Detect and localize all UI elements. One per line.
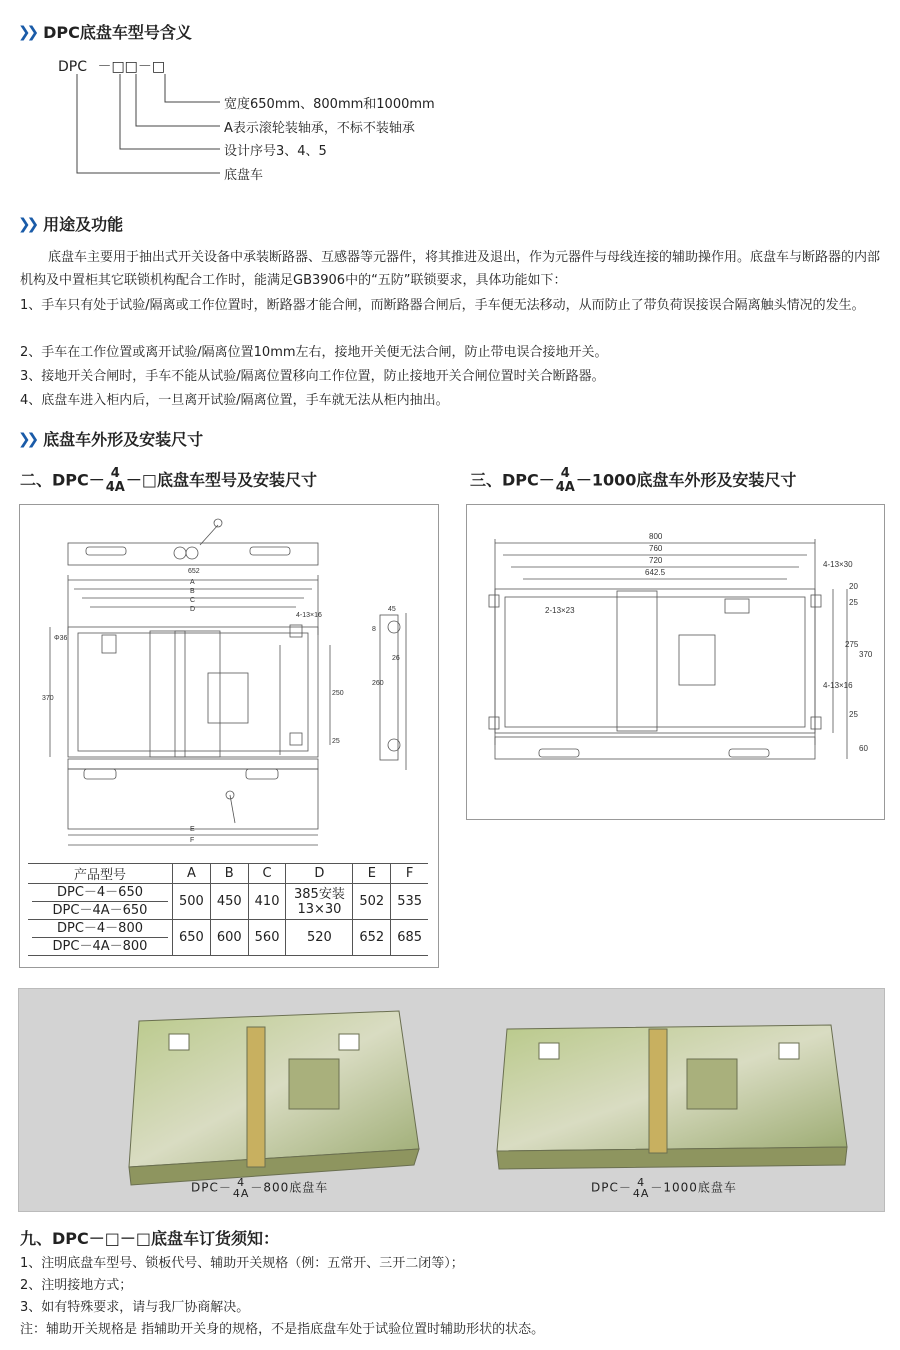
photo-caption-800: DPC－ 4 4A －800底盘车	[191, 1176, 329, 1200]
function-item: 3、接地开关合闸时，手车不能从试验/隔离位置移向工作位置，防止接地开关合闸位置时关合断路器。	[20, 369, 605, 384]
section-usage-heading	[18, 212, 123, 235]
double-chevron-icon: ❯❯	[18, 214, 36, 233]
svg-text:25: 25	[849, 598, 858, 607]
ordering-note: 2、注明接地方式；	[20, 1278, 133, 1293]
model-code-suffix: －□□－□	[97, 59, 166, 75]
svg-text:250: 250	[332, 690, 344, 697]
section-title: 用途及功能	[43, 215, 124, 234]
ordering-note: 1、注明底盘车型号、锁板代号、辅助开关规格（例：五常开、三开二闭等）；	[20, 1256, 464, 1271]
svg-text:652: 652	[188, 568, 200, 575]
double-chevron-icon: ❯❯	[18, 22, 36, 41]
svg-text:8: 8	[372, 626, 376, 633]
chassis-technical-drawing-left	[20, 505, 438, 855]
legend-chassis: 底盘车	[224, 168, 264, 183]
function-item: 1、手车只有处于试验/隔离或工作位置时，断路器才能合闸，而断路器合闸后，手车便无法移动，从而防止了带负荷误接误合隔离触头情况的发生。	[20, 298, 865, 313]
svg-text:370: 370	[42, 695, 54, 702]
svg-text:2-13×23: 2-13×23	[545, 606, 575, 615]
legend-design-no: 设计序号3、4、5	[224, 144, 327, 159]
model-code-prefix: DPC	[58, 59, 87, 75]
svg-text:642.5: 642.5	[645, 568, 666, 577]
svg-text:25: 25	[849, 710, 858, 719]
section-title: DPC底盘车型号含义	[43, 23, 192, 42]
right-drawing-box	[466, 504, 885, 820]
svg-text:20: 20	[849, 582, 858, 591]
double-chevron-icon: ❯❯	[18, 429, 36, 448]
section-dimensions-heading	[18, 427, 203, 450]
svg-text:4-13×30: 4-13×30	[823, 560, 853, 569]
svg-text:25: 25	[332, 738, 340, 745]
function-item: 2、手车在工作位置或离开试验/隔离位置10mm左右，接地开关便无法合闸，防止带电误合接地开关。	[20, 345, 608, 360]
table-row: DPC－4－650 DPC－4A－650 500 450 410 385安装 13×30 502 535	[28, 884, 428, 920]
chassis-photo-1000	[497, 1025, 847, 1169]
svg-text:760: 760	[649, 544, 663, 553]
chassis-photo-800	[129, 1011, 419, 1185]
svg-text:720: 720	[649, 556, 663, 565]
svg-text:26: 26	[392, 655, 400, 662]
svg-text:60: 60	[859, 744, 868, 753]
svg-text:F: F	[190, 837, 195, 844]
svg-text:45: 45	[388, 606, 396, 613]
section-title: 底盘车外形及安装尺寸	[43, 430, 204, 449]
svg-text:B: B	[190, 588, 195, 595]
chassis-technical-drawing-right	[467, 505, 884, 819]
svg-text:C: C	[190, 597, 196, 604]
svg-text:D: D	[190, 606, 196, 613]
left-drawing-heading: 二、DPC－ 4 4A －□底盘车型号及安装尺寸	[20, 466, 317, 495]
table-row: DPC－4－800 DPC－4A－800 650 600 560 520 652 685	[28, 920, 428, 956]
photo-caption-1000: DPC－ 4 4A －1000底盘车	[591, 1176, 737, 1200]
legend-width: 宽度650mm、800mm和1000mm	[224, 97, 435, 112]
legend-bearing: A表示滚轮装轴承，不标不装轴承	[224, 121, 415, 136]
product-photo-panel	[18, 988, 885, 1212]
right-drawing-heading: 三、DPC－ 4 4A －1000底盘车外形及安装尺寸	[470, 466, 797, 495]
svg-text:4-13×16: 4-13×16	[823, 681, 853, 690]
dimension-table	[28, 863, 428, 956]
svg-text:370: 370	[859, 650, 873, 659]
svg-text:800: 800	[649, 532, 663, 541]
left-drawing-box	[19, 504, 439, 968]
svg-text:A: A	[190, 579, 195, 586]
chassis-photos	[19, 989, 884, 1211]
function-item: 4、底盘车进入柜内后，一旦离开试验/隔离位置，手车就无法从柜内抽出。	[20, 393, 449, 408]
svg-text:4-13×16: 4-13×16	[296, 612, 322, 619]
section-model-meaning-heading	[18, 20, 192, 43]
ordering-note: 注：辅助开关规格是 指辅助开关身的规格，不是指底盘车处于试验位置时辅助形状的状态。	[20, 1322, 545, 1337]
svg-text:Φ36: Φ36	[54, 635, 68, 642]
table-header-row: 产品型号 A B C D E F	[28, 864, 428, 884]
usage-intro: 底盘车主要用于抽出式开关设备中承装断路器、互感器等元器件，将其推进及退出，作为元器件与母线连接的辅助操作用。底盘车与断路器的内部机构及中置柜其它联锁机构配合工作时，能满足GB3906中的“五防”联锁要求，具体功能如下：	[20, 250, 881, 288]
model-code-connector-lines	[60, 70, 230, 185]
svg-text:E: E	[190, 826, 195, 833]
ordering-note: 3、如有特殊要求，请与我厂协商解决。	[20, 1300, 250, 1315]
ordering-notes-heading: 九、DPC－□－□底盘车订货须知：	[20, 1229, 279, 1248]
svg-text:260: 260	[372, 680, 384, 687]
svg-text:275: 275	[845, 640, 859, 649]
